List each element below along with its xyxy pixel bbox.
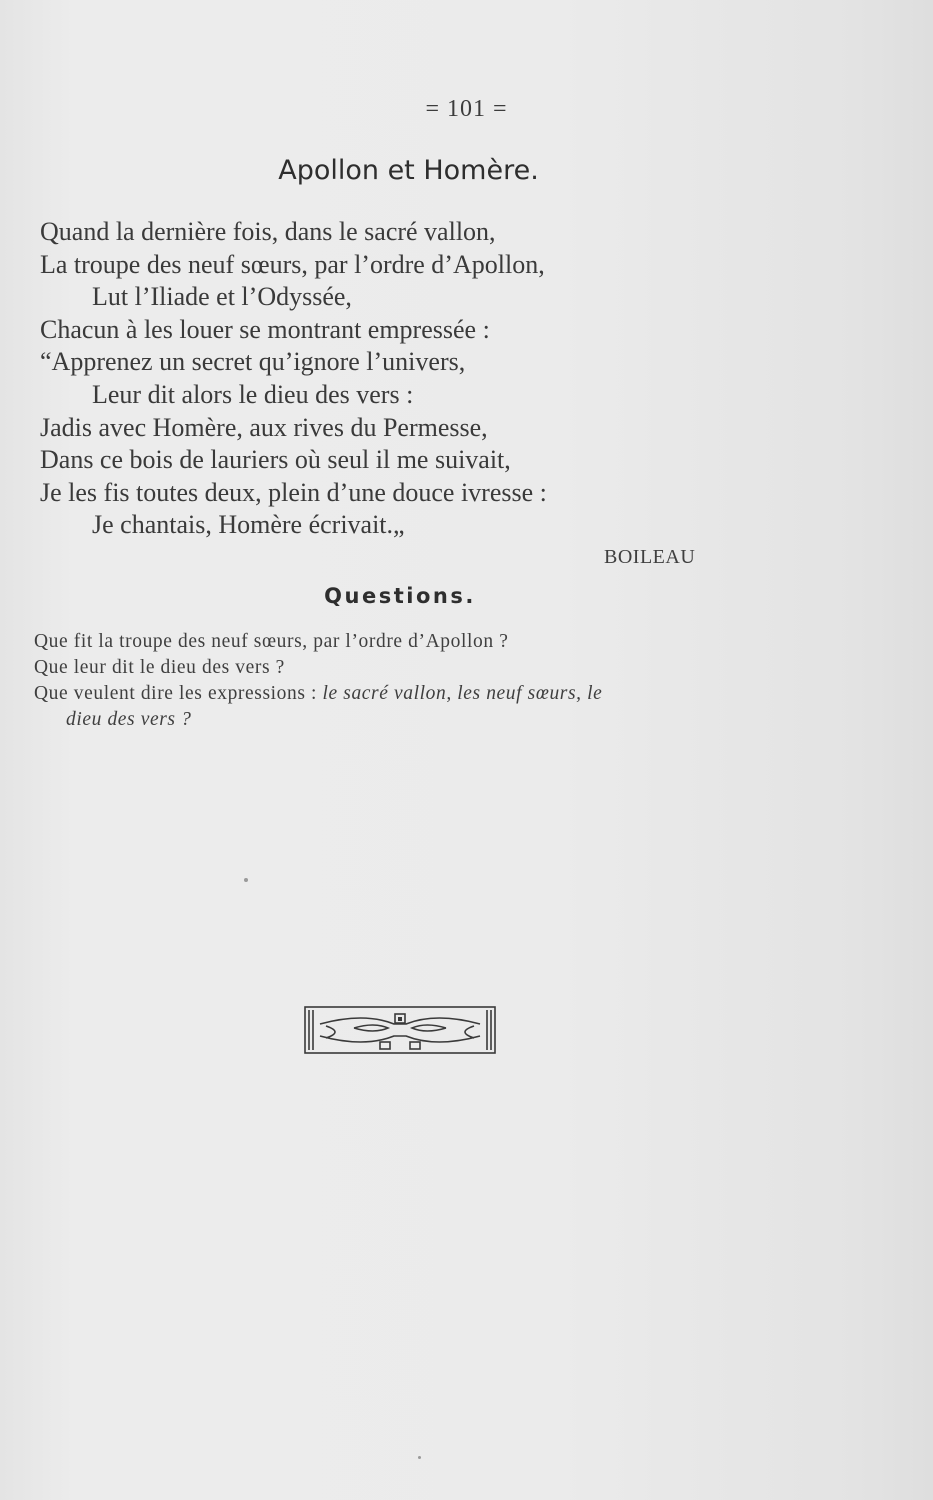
verse-line: Je chantais, Homère écrivait.„: [92, 510, 405, 540]
verse-line: Leur dit alors le dieu des vers :: [92, 379, 414, 409]
poem-title-text: Apollon et Homère.: [278, 155, 539, 186]
question-item: Que leur dit le dieu des vers ?: [34, 657, 285, 678]
page-number: = 101 =: [425, 96, 508, 122]
verse-line: Lut l’Iliade et l’Odyssée,: [92, 282, 352, 312]
paper-speck: [244, 878, 248, 882]
verse-line: Chacun à les louer se montrant empressée :: [40, 314, 490, 344]
poem-author: BOILEAU: [604, 546, 696, 568]
verse-line: Jadis avec Homère, aux rives du Permesse,: [40, 412, 488, 442]
verse-line: Dans ce bois de lauriers où seul il me suivait,: [40, 445, 511, 475]
poem-body: [40, 216, 740, 542]
verse-line: “Apprenez un secret qu’ignore l’univers,: [40, 347, 466, 377]
questions-list: [34, 629, 774, 733]
question-text: Que veulent dire les expressions :: [34, 683, 323, 704]
paper-speck: [418, 1456, 421, 1459]
question-item: [34, 681, 774, 733]
decorative-tailpiece-icon: [304, 1006, 496, 1054]
verse-line: La troupe des neuf sœurs, par l’ordre d’Apollon,: [40, 249, 545, 279]
question-item: Que fit la troupe des neuf sœurs, par l’ordre d’Apollon ?: [34, 631, 509, 652]
question-italic-text: dieu des vers ?: [66, 709, 192, 730]
poem-title: [0, 155, 817, 186]
verse-line: Quand la dernière fois, dans le sacré vallon,: [40, 217, 496, 246]
verse-line: Je les fis toutes deux, plein d’une douce ivresse :: [40, 477, 547, 507]
questions-heading: Questions.: [324, 584, 476, 608]
question-italic-text: le sacré vallon, les neuf sœurs, le: [322, 683, 603, 704]
